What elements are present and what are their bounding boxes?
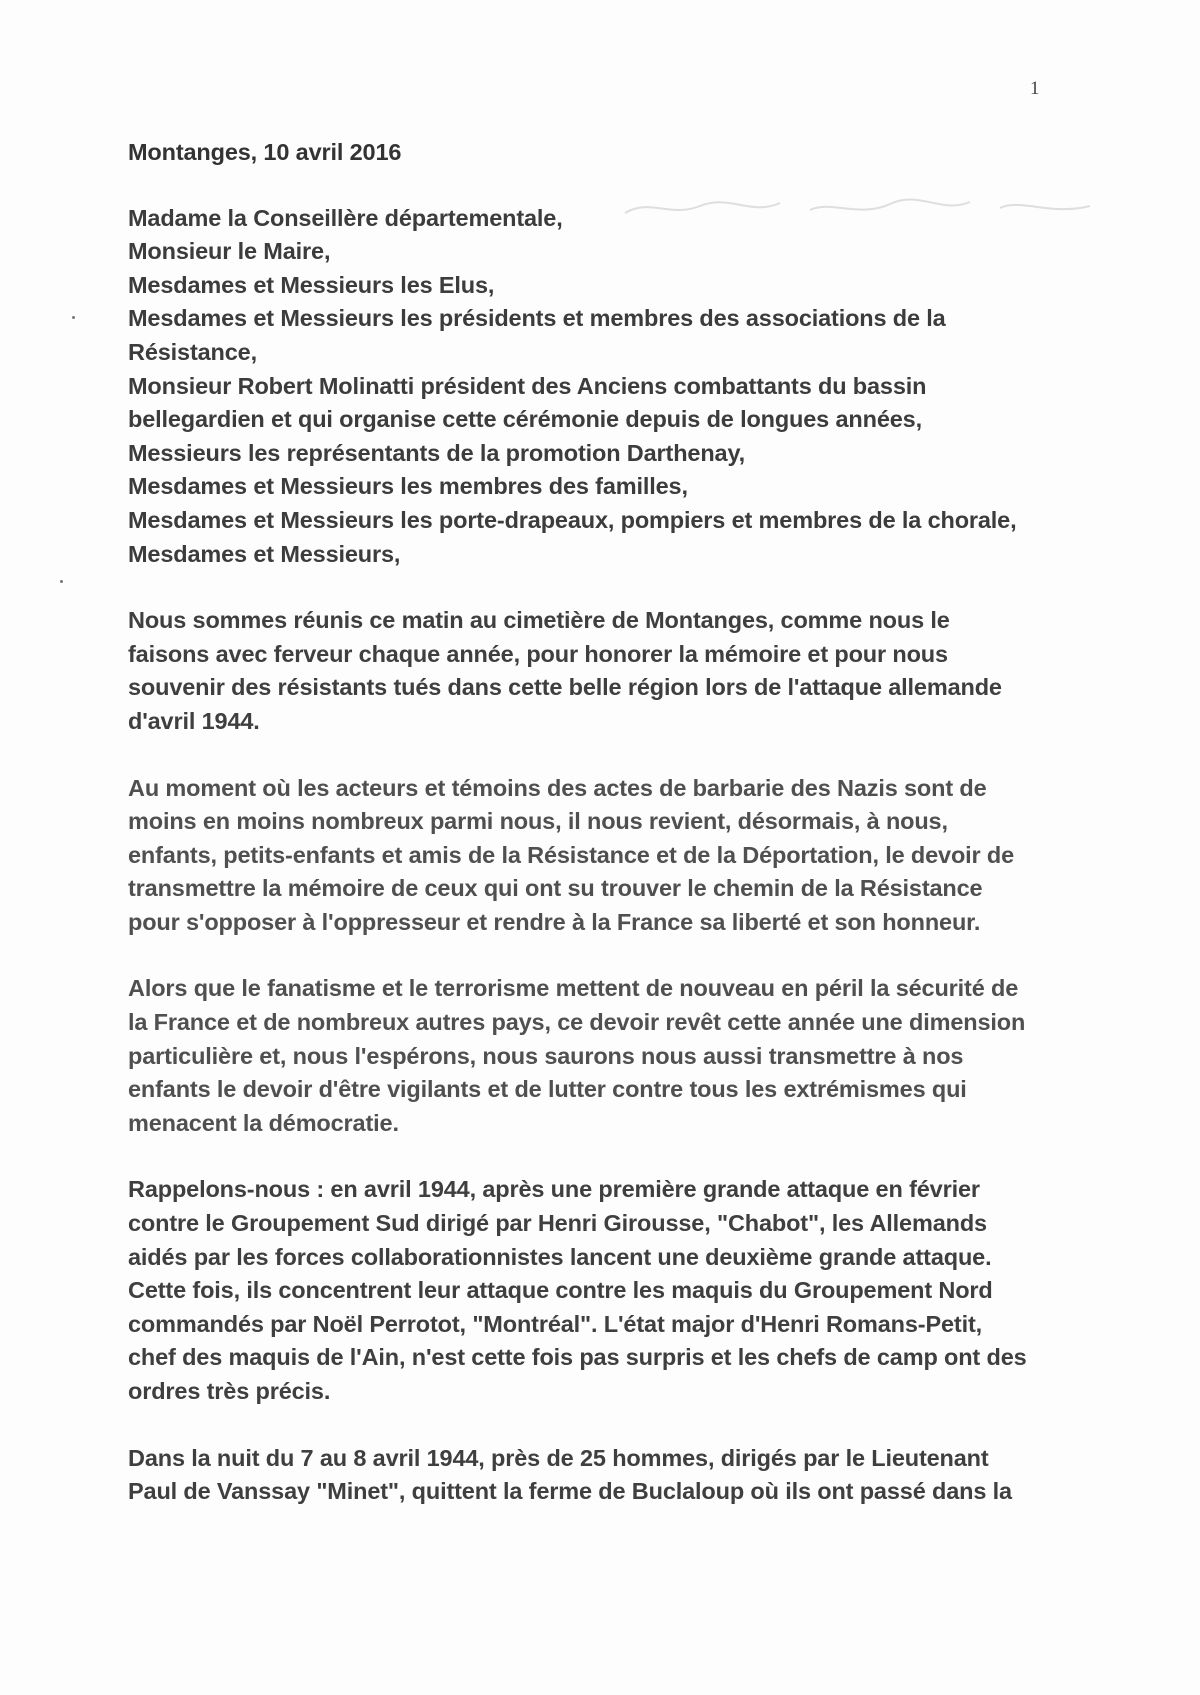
paragraph-line: chef des maquis de l'Ain, n'est cette fois pas surpris et les chefs de camp ont des bbox=[128, 1344, 1027, 1371]
salutation-line: Résistance, bbox=[128, 338, 257, 365]
paragraph-line: la France et de nombreux autres pays, ce devoir revêt cette année une dimension bbox=[128, 1009, 1026, 1036]
paragraph-night-march bbox=[128, 1442, 1088, 1509]
paragraph-gathering bbox=[128, 604, 1088, 738]
paragraph-line: Cette fois, ils concentrent leur attaque contre les maquis du Groupement Nord bbox=[128, 1277, 993, 1304]
paragraph-line: transmettre la mémoire de ceux qui ont su trouver le chemin de la Résistance bbox=[128, 875, 983, 902]
salutation-line: Mesdames et Messieurs les présidents et membres des associations de la bbox=[128, 305, 946, 332]
salutation-block bbox=[128, 202, 1088, 572]
paragraph-line: contre le Groupement Sud dirigé par Henri Girousse, "Chabot", les Allemands bbox=[128, 1210, 987, 1237]
salutation-line: Messieurs les représentants de la promotion Darthenay, bbox=[128, 439, 746, 466]
paragraph-line: pour s'opposer à l'oppresseur et rendre à la France sa liberté et son honneur. bbox=[128, 908, 981, 935]
paragraph-line: aidés par les forces collaborationnistes lancent une deuxième grande attaque. bbox=[128, 1243, 992, 1270]
paragraph-vigilance bbox=[128, 972, 1088, 1140]
date-line: Montanges, 10 avril 2016 bbox=[128, 139, 402, 165]
paragraph-line: Paul de Vanssay "Minet", quittent la ferme de Buclaloup où ils ont passé dans la bbox=[128, 1478, 1012, 1505]
paragraph-history bbox=[128, 1173, 1088, 1408]
paragraph-line: souvenir des résistants tués dans cette belle région lors de l'attaque allemande bbox=[128, 674, 1002, 701]
salutation-line: Monsieur le Maire, bbox=[128, 238, 331, 265]
salutation-line: bellegardien et qui organise cette cérémonie depuis de longues années, bbox=[128, 406, 922, 433]
salutation-line: Mesdames et Messieurs les Elus, bbox=[128, 271, 495, 298]
paragraph-line: moins en moins nombreux parmi nous, il nous revient, désormais, à nous, bbox=[128, 808, 948, 835]
page-number: 1 bbox=[1030, 78, 1040, 99]
salutation-line: Madame la Conseillère départementale, bbox=[128, 204, 563, 231]
salutation-line: Mesdames et Messieurs, bbox=[128, 540, 401, 567]
paragraph-line: enfants le devoir d'être vigilants et de lutter contre tous les extrémismes qui bbox=[128, 1076, 967, 1103]
paragraph-line: Alors que le fanatisme et le terrorisme mettent de nouveau en péril la sécurité de bbox=[128, 975, 1019, 1002]
salutation-line: Monsieur Robert Molinatti président des Anciens combattants du bassin bbox=[128, 372, 927, 399]
paragraph-line: faisons avec ferveur chaque année, pour honorer la mémoire et pour nous bbox=[128, 640, 948, 667]
salutation-line: Mesdames et Messieurs les membres des familles, bbox=[128, 473, 688, 500]
paragraph-line: particulière et, nous l'espérons, nous saurons nous aussi transmettre à nos bbox=[128, 1042, 964, 1069]
paragraph-line: Au moment où les acteurs et témoins des actes de barbarie des Nazis sont de bbox=[128, 774, 987, 801]
paragraph-line: d'avril 1944. bbox=[128, 707, 260, 734]
paragraph-line: commandés par Noël Perrotot, "Montréal". L'état major d'Henri Romans-Petit, bbox=[128, 1310, 983, 1337]
paragraph-line: Rappelons-nous : en avril 1944, après une première grande attaque en février bbox=[128, 1176, 980, 1203]
paragraph-line: Dans la nuit du 7 au 8 avril 1944, près de 25 hommes, dirigés par le Lieutenant bbox=[128, 1444, 989, 1471]
paragraph-memory bbox=[128, 772, 1088, 940]
paragraph-line: enfants, petits-enfants et amis de la Résistance et de la Déportation, le devoir de bbox=[128, 841, 1015, 868]
paragraph-line: menacent la démocratie. bbox=[128, 1109, 399, 1136]
paragraph-line: ordres très précis. bbox=[128, 1378, 331, 1404]
paragraph-line: Nous sommes réunis ce matin au cimetière de Montanges, comme nous le bbox=[128, 607, 950, 634]
scan-speck bbox=[60, 580, 63, 583]
salutation-line: Mesdames et Messieurs les porte-drapeaux, pompiers et membres de la chorale, bbox=[128, 506, 1017, 533]
letter-body bbox=[128, 136, 1088, 1542]
scan-speck bbox=[72, 316, 75, 319]
